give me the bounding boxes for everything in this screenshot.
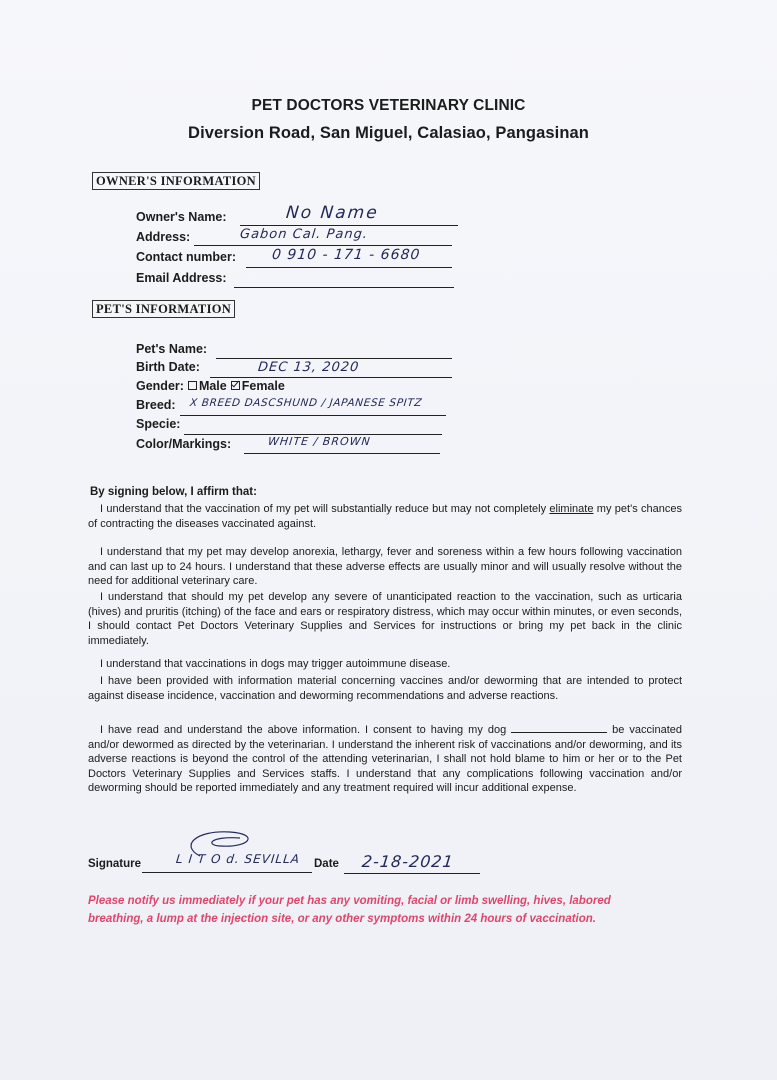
clinic-name: PET DOCTORS VETERINARY CLINIC [251,97,526,114]
consent-paragraph-4: I understand that vaccinations in dogs may trigger autoimmune disease. [100,658,451,670]
address-line [194,245,452,246]
color-line [244,453,440,454]
date-label: Date [314,858,339,870]
clinic-address: Diversion Road, San Miguel, Calasiao, Pangasinan [188,124,589,142]
gender-row [136,378,285,396]
color-label: Color/Markings: [136,437,232,451]
owner-name-row [136,209,227,227]
dog-name-blank[interactable] [511,722,607,733]
owner-name-label: Owner's Name: [136,210,227,224]
signature-line [142,872,312,873]
pet-name-row [136,341,207,359]
consent-paragraph-2: I understand that my pet may develop anorexia, lethargy, fever and soreness within a few hours following vaccination and can last up to 24 hours. I understand that these adverse effects are usually minor and will usually resolve without the need for additional veterinary care. [88,546,682,587]
notice-text: Please notify us immediately if your pet has any vomiting, facial or limb swelling, hives, labored breathing, a lump at the injection site, or any other symptoms within 24 hours of vaccination. [88,895,611,925]
date-value[interactable]: 2-18-2021 [361,852,455,871]
owner-name-line [240,225,458,226]
contact-label: Contact number: [136,250,236,264]
birth-date-row [136,359,200,377]
breed-value[interactable]: X BREED DASCSHUND / JAPANESE SPITZ [189,397,423,409]
color-value[interactable]: WHITE / BROWN [267,435,372,448]
contact-value[interactable]: 0 910 - 171 - 6680 [271,247,422,263]
color-row [136,436,231,454]
address-label: Address: [136,230,191,244]
contact-line [246,267,452,268]
consent-paragraph-6: I have read and understand the above information. I consent to having my dog be vaccinated and/or dewormed as directed by the veterinarian. I understand the inherent risk of vaccinations and/or deworming, and its adverse reactions is beyond the control of the attending veterinarian, I shall not hold blame to him or her or to the Pet Doctors Veterinary Supplies and Services staffs. I understand that any complications following vaccination and/or deworming should be reported immediately and any treatment required will incur additional expense. [88,724,683,794]
pet-section-title: PET'S INFORMATION [92,300,235,318]
address-value[interactable]: Gabon Cal. Pang. [239,227,369,242]
address-row [136,229,190,247]
consent-paragraph-1: I understand that the vaccination of my pet will substantially reduce but may not completely eliminate my pet's chances of contracting the diseases vaccinated against. [88,503,683,530]
female-option-label: Female [241,379,285,393]
signature-label: Signature [88,858,142,870]
pet-name-label: Pet's Name: [136,342,208,356]
pet-name-line [216,358,452,359]
male-checkbox[interactable] [188,381,197,390]
contact-row [136,249,236,267]
consent-paragraph-3: I understand that should my pet develop any severe of unanticipated reaction to the vaccination, such as urticaria (hives) and pruritis (itching) of the face and ears or respiratory distress, which may occur within minutes, or even seconds, I should contact Pet Doctors Veterinary Supplies and Services for instructions or bring my pet back in the clinic immediately. [88,591,682,647]
gender-label: Gender: [136,379,184,393]
female-checkbox[interactable] [231,381,240,390]
breed-line [180,415,446,416]
breed-label: Breed: [136,398,176,412]
owner-section-title: OWNER'S INFORMATION [92,172,260,190]
specie-label: Specie: [136,417,181,431]
date-line [344,873,480,874]
specie-row [136,416,180,434]
consent-paragraph-5: I have been provided with information material concerning vaccines and/or deworming that are intended to protect against disease incidence, vaccination and deworming recommendations and adverse reactions. [88,675,682,702]
affirm-heading: By signing below, I affirm that: [90,486,257,498]
owner-name-value[interactable]: No Name [284,203,380,223]
signature-value[interactable]: L I T O d. SEVILLA [175,852,301,866]
breed-row [136,397,176,415]
email-label: Email Address: [136,271,227,285]
birth-date-value[interactable]: DEC 13, 2020 [257,360,361,375]
email-line [234,287,454,288]
email-row [136,270,227,288]
male-option-label: Male [198,379,227,393]
birth-date-label: Birth Date: [136,360,200,374]
